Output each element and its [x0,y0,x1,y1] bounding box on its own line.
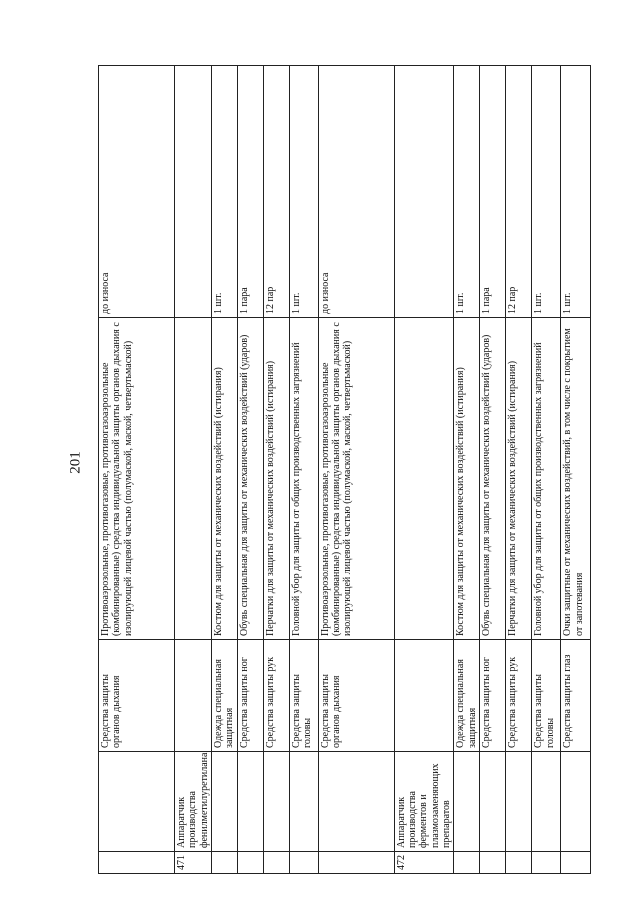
row-number [506,852,532,874]
ppe-item: Противоаэрозольные, противогазовые, противогазоаэрозольные (комбинированные) средства индивидуальной защиты органов дыхания с изолирующей лицевой частью (полумаской, маской, четвертьмаской) [99,318,175,640]
table-row [506,66,532,874]
table-body [99,66,591,874]
ppe-quantity: 1 шт. [289,66,318,318]
row-number [480,852,506,874]
ppe-quantity: 12 пар [263,66,289,318]
table-row [263,66,289,874]
ppe-item: Противоаэрозольные, противогазовые, противогазоаэрозольные (комбинированные) средства индивидуальной защиты органов дыхания с изолирующей лицевой частью (полумаской, маской, четвертьмаской) [318,318,394,640]
table-row [318,66,394,874]
ppe-quantity: 1 шт. [454,66,480,318]
ppe-item: Перчатки для защиты от механических воздействий (истирания) [263,318,289,640]
table-row [175,66,212,874]
table-row [480,66,506,874]
row-number [532,852,561,874]
profession-name [506,752,532,852]
ppe-category [394,640,453,752]
ppe-category: Средства защиты ног [237,640,263,752]
table-row [211,66,237,874]
ppe-quantity: 12 пар [506,66,532,318]
ppe-category: Средства защиты органов дыхания [99,640,175,752]
ppe-category [175,640,212,752]
ppe-item: Костюм для защиты от механических воздействий (истирания) [211,318,237,640]
ppe-category: Средства защиты глаз [561,640,591,752]
table-row [99,66,175,874]
ppe-table [98,65,591,874]
row-number [237,852,263,874]
ppe-quantity: до износа [99,66,175,318]
table-row [454,66,480,874]
ppe-quantity: 1 пара [237,66,263,318]
ppe-item: Головной убор для защиты от общих производственных загрязнений [532,318,561,640]
row-number: 472 [394,852,453,874]
ppe-item [175,318,212,640]
profession-name [99,752,175,852]
row-number: 471 [175,852,212,874]
ppe-category: Одежда специальная защитная [211,640,237,752]
ppe-category: Средства защиты ног [480,640,506,752]
profession-name [211,752,237,852]
profession-name: Аппаратчик производства ферментов и плазмозаменяющих препаратов [394,752,453,852]
row-number [211,852,237,874]
profession-name [237,752,263,852]
ppe-category: Средства защиты головы [532,640,561,752]
ppe-item: Обувь специальная для защиты от механических воздействий (ударов) [480,318,506,640]
table-row [532,66,561,874]
ppe-quantity: до износа [318,66,394,318]
ppe-item: Костюм для защиты от механических воздействий (истирания) [454,318,480,640]
ppe-quantity: 1 шт. [211,66,237,318]
profession-name [561,752,591,852]
ppe-category: Средства защиты рук [506,640,532,752]
ppe-item [394,318,453,640]
ppe-category: Средства защиты рук [263,640,289,752]
table-row [237,66,263,874]
row-number [454,852,480,874]
ppe-quantity [175,66,212,318]
profession-name [480,752,506,852]
ppe-item: Очки защитные от механических воздействий, в том числе с покрытием от запотевания [561,318,591,640]
profession-name [318,752,394,852]
row-number [318,852,394,874]
ppe-category: Одежда специальная защитная [454,640,480,752]
row-number [289,852,318,874]
profession-name [289,752,318,852]
row-number [263,852,289,874]
ppe-item: Головной убор для защиты от общих производственных загрязнений [289,318,318,640]
table-row [561,66,591,874]
rotated-table-wrapper [98,66,585,874]
ppe-quantity [394,66,453,318]
row-number [99,852,175,874]
profession-name [532,752,561,852]
page-number: 201 [67,451,84,474]
profession-name: Аппаратчик производства фенилметилуретилана [175,752,212,852]
ppe-category: Средства защиты головы [289,640,318,752]
ppe-quantity: 1 шт. [532,66,561,318]
ppe-item: Обувь специальная для защиты от механических воздействий (ударов) [237,318,263,640]
ppe-item: Перчатки для защиты от механических воздействий (истирания) [506,318,532,640]
ppe-quantity: 1 пара [480,66,506,318]
profession-name [263,752,289,852]
row-number [561,852,591,874]
ppe-category: Средства защиты органов дыхания [318,640,394,752]
table-row [289,66,318,874]
ppe-quantity: 1 шт. [561,66,591,318]
table-row [394,66,453,874]
profession-name [454,752,480,852]
